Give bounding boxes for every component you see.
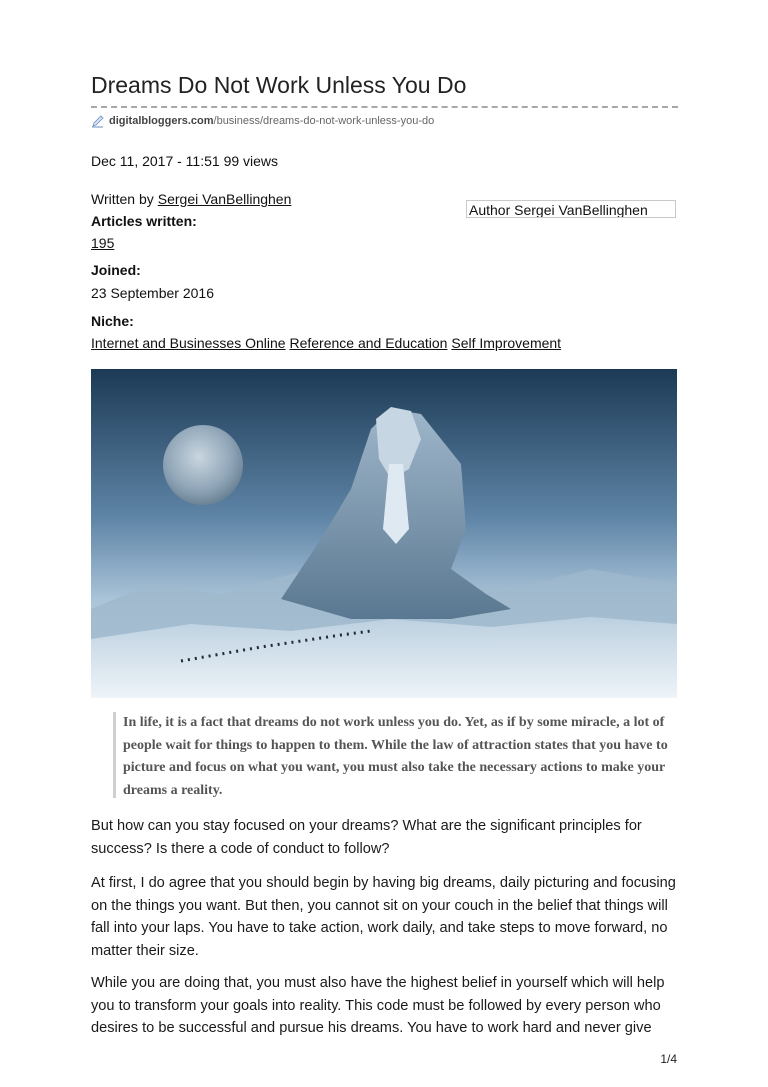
author-link[interactable]: Sergei VanBellinghen xyxy=(157,191,292,207)
articles-label xyxy=(91,213,197,229)
written-by-label: Written by xyxy=(91,191,154,207)
article-lead-quote: In life, it is a fact that dreams do not work unless you do. Yet, as if by some miracle, a lot of people wait for things to happen to them. While the law of attraction states that you have to picture and focus on what you want, you must also take the necessary actions to make your dreams a reality. xyxy=(113,712,678,798)
author-image-alt: Author Sergei VanBellinghen xyxy=(466,200,676,218)
article-paragraph: While you are doing that, you must also have the highest belief in yourself which will help you to transform your goals into reality. This code must be followed by every person who desires to be successful and pursue his dreams. You have to work hard and never give xyxy=(91,975,665,1036)
page-indicator: 1/4 xyxy=(660,1052,677,1066)
source-domain: digitalbloggers.com xyxy=(109,115,214,127)
pencil-icon xyxy=(91,114,105,128)
written-by-line xyxy=(91,191,291,207)
articles-count-link[interactable]: 195 xyxy=(91,235,115,251)
niche-link-reference[interactable]: Reference and Education xyxy=(289,335,448,351)
source-path: /business/dreams-do-not-work-unless-you-do xyxy=(213,115,435,127)
page-title: Dreams Do Not Work Unless You Do xyxy=(91,72,467,98)
date-views: Dec 11, 2017 - 11:51 99 views xyxy=(91,153,279,169)
joined-label: Joined: xyxy=(91,262,141,278)
article-paragraph: At first, I do agree that you should begin by having big dreams, daily picturing and focusing on the things you want. But then, you cannot sit on your couch in the belief that things will fall into your laps. You have to take action, work daily, and take steps to move forward, no matter their size. xyxy=(91,875,676,959)
niche-link-internet[interactable]: Internet and Businesses Online xyxy=(91,335,286,351)
title-divider xyxy=(91,106,678,108)
hero-image xyxy=(91,369,677,698)
niche-label-line xyxy=(91,313,134,329)
joined-date: 23 September 2016 xyxy=(91,285,214,301)
article-paragraph: But how can you stay focused on your dreams? What are the significant principles for success? Is there a code of conduct to follow? xyxy=(91,818,642,857)
articles-count-line xyxy=(91,235,114,251)
niche-label: Niche: xyxy=(91,313,134,329)
niche-link-self-improvement[interactable]: Self Improvement xyxy=(451,335,562,351)
niche-links xyxy=(91,335,561,351)
articles-written-label: Articles written: xyxy=(91,213,197,229)
joined-label-line xyxy=(91,262,141,278)
source-url[interactable] xyxy=(91,114,434,128)
